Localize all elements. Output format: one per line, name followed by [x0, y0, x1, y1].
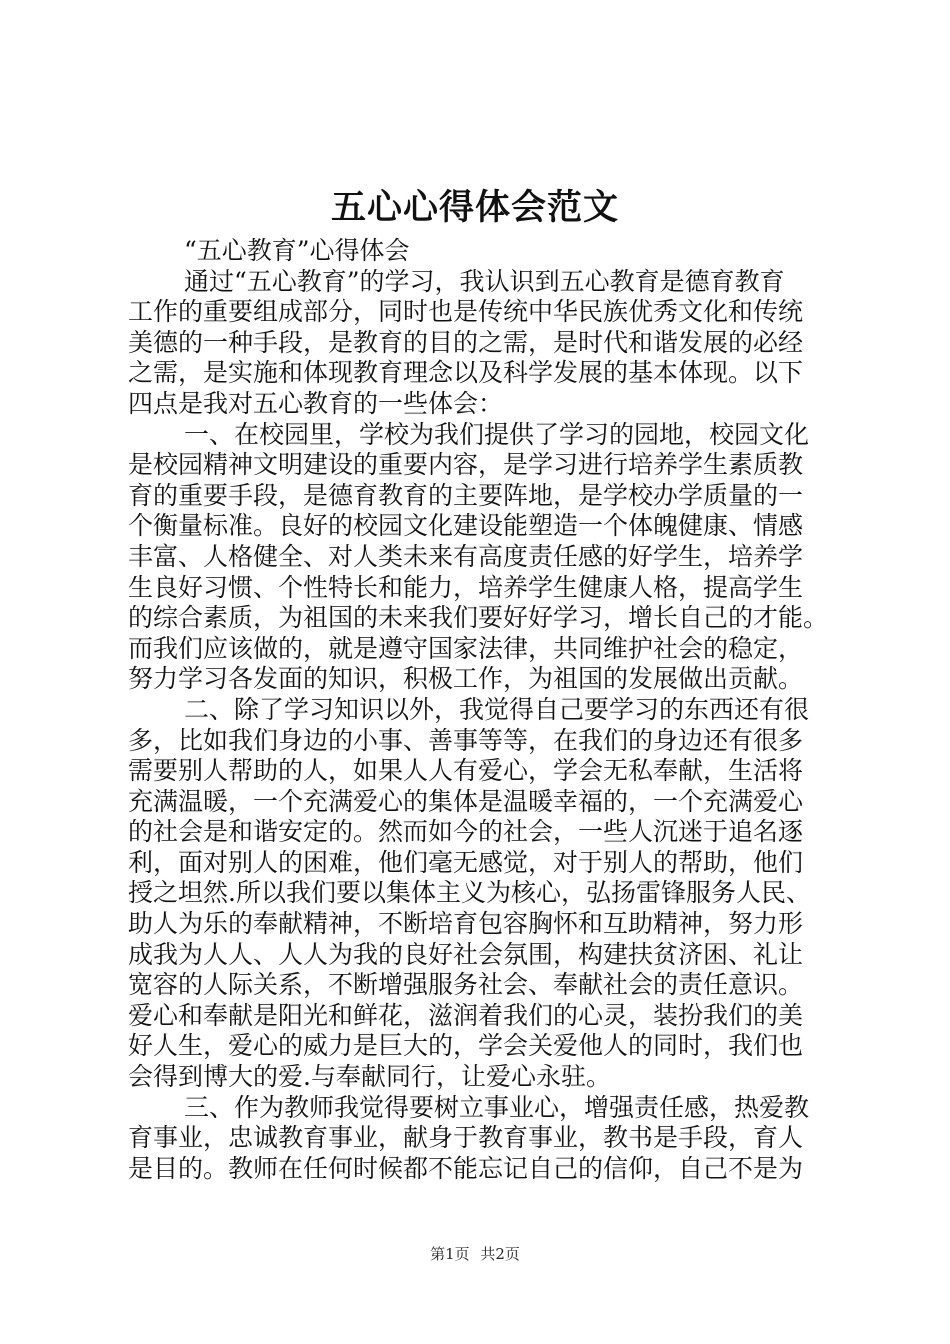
body-line: 一、在校园里，学校为我们提供了学习的园地，校园文化 [184, 419, 810, 449]
body-line: 爱心和奉献是阳光和鲜花，滋润着我们的心灵，装扮我们的美 [128, 1000, 804, 1030]
body-line: 个衡量标准。良好的校园文化建设能塑造一个体魄健康、情感 [128, 511, 804, 541]
body-line: 好人生，爱心的威力是巨大的，学会关爱他人的同时，我们也 [128, 1031, 804, 1061]
body-line: 二、除了学习知识以外，我觉得自己要学习的东西还有很 [184, 694, 810, 724]
body-line: “五心教育”心得体会 [184, 236, 410, 265]
body-line: 工作的重要组成部分，同时也是传统中华民族优秀文化和传统 [128, 297, 804, 327]
body-line: 四点是我对五心教育的一些体会： [128, 388, 504, 418]
body-line: 是目的。教师在任何时候都不能忘记自己的信仰，自己不是为 [128, 1153, 804, 1183]
body-line: 会得到博大的爱.与奉献同行，让爱心永驻。 [128, 1062, 611, 1092]
body-line: 助人为乐的奉献精神，不断培育包容胸怀和互助精神，努力形 [128, 909, 804, 939]
body-line: 多，比如我们身边的小事、善事等等，在我们的身边还有很多 [128, 725, 804, 755]
body-line: 努力学习各发面的知识，积极工作，为祖国的发展做出贡献。 [128, 664, 804, 694]
body-line: 授之坦然.所以我们要以集体主义为核心，弘扬雷锋服务人民、 [128, 878, 811, 908]
body-line: 生良好习惯、个性特长和能力，培养学生健康人格，提高学生 [128, 572, 804, 602]
body-line: 的综合素质，为祖国的未来我们要好好学习，增长自己的才能。 [128, 603, 829, 633]
body-line: 育的重要手段，是德育教育的主要阵地，是学校办学质量的一 [128, 480, 804, 510]
body-line: 成我为人人、人人为我的良好社会氛围，构建扶贫济困、礼让 [128, 939, 804, 969]
body-line: 充满温暖，一个充满爱心的集体是温暖幸福的，一个充满爱心 [128, 786, 804, 816]
body-line: 三、作为教师我觉得要树立事业心，增强责任感，热爱教 [184, 1092, 810, 1122]
body-line: 的社会是和谐安定的。然而如今的社会，一些人沉迷于追名逐 [128, 817, 804, 847]
body-line: 需要别人帮助的人，如果人人有爱心，学会无私奉献，生活将 [128, 756, 804, 786]
body-line: 通过“五心教育”的学习，我认识到五心教育是德育教育 [184, 266, 785, 296]
body-line: 美德的一种手段，是教育的目的之需，是时代和谐发展的必经 [128, 327, 804, 357]
body-line: 利，面对别人的困难，他们毫无感觉，对于别人的帮助，他们 [128, 847, 804, 877]
document-title: 五心心得体会范文 [330, 187, 619, 228]
page-total: 共2页 [480, 1245, 520, 1263]
document-body [128, 236, 868, 1184]
page-number: 第1页 [430, 1245, 470, 1263]
body-line: 宽容的人际关系，不断增强服务社会、奉献社会的责任意识。 [128, 970, 804, 1000]
body-line: 是校园精神文明建设的重要内容，是学习进行培养学生素质教 [128, 450, 804, 480]
body-line: 之需，是实施和体现教育理念以及科学发展的基本体现。以下 [128, 358, 804, 388]
body-line: 育事业，忠诚教育事业，献身于教育事业，教书是手段，育人 [128, 1123, 804, 1153]
body-line: 而我们应该做的，就是遵守国家法律，共同维护社会的稳定， [128, 633, 804, 663]
body-line: 丰富、人格健全、对人类未来有高度责任感的好学生，培养学 [128, 541, 804, 571]
page-footer [0, 1245, 950, 1263]
